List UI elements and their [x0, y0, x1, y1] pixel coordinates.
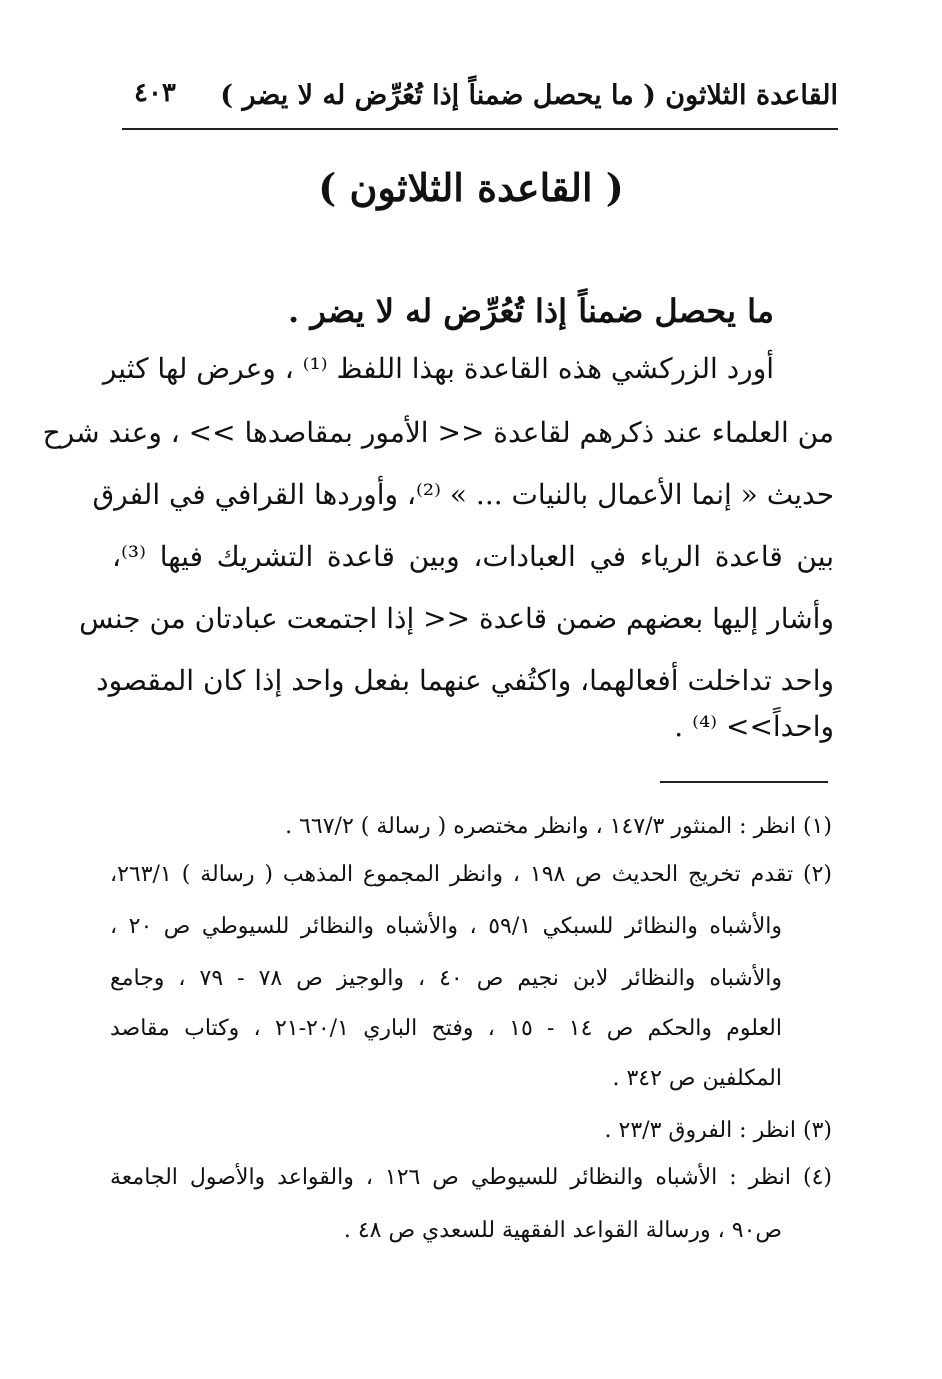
rule-heading: ( القاعدة الثلاثون ) [318, 165, 624, 210]
footnote-line: العلوم والحكم ص ١٤ - ١٥ ، وفتح الباري ٢٠/١-٢١ ، وكتاب مقاصد [110, 1016, 782, 1041]
body-line: واحد تداخلت أفعالهما، واكتُفي عنهما بفعل واحد إذا كان المقصود [96, 664, 834, 697]
footnote-line: والأشباه والنظائر للسبكي ٥٩/١ ، والأشباه والنظائر للسيوطي ص ٢٠ ، [110, 914, 783, 939]
body-line: من العلماء عند ذكرهم لقاعدة << الأمور بمقاصدها >> ، وعند شرح [42, 416, 834, 449]
footnote-line: ص٩٠ ، ورسالة القواعد الفقهية للسعدي ص ٤٨ . [343, 1218, 782, 1243]
body-line: واحداً>> ⁽⁴⁾ . [674, 710, 834, 743]
running-title: القاعدة الثلاثون ( ما يحصل ضمناً إذا تُعُرِّض له لا يضر ) [220, 80, 838, 111]
rule-statement: ما يحصل ضمناً إذا تُعُرِّض له لا يضر . [288, 292, 774, 330]
body-line: بين قاعدة الرياء في العبادات، وبين قاعدة التشريك فيها ⁽³⁾، [112, 540, 834, 573]
footnote-line: (٣) انظر : الفروق ٢٣/٣ . [604, 1118, 832, 1143]
footnote-line: (٤) انظر : الأشباه والنظائر للسيوطي ص ١٢٦ ، والقواعد والأصول الجامعة [110, 1165, 832, 1190]
footnote-line: (١) انظر : المنثور ١٤٧/٣ ، وانظر مختصره ( رسالة ) ٦٦٧/٢ . [285, 814, 832, 839]
footnote-line: (٢) تقدم تخريج الحديث ص ١٩٨ ، وانظر المجموع المذهب ( رسالة ) ٢٦٣/١، [110, 862, 832, 887]
body-line: أورد الزركشي هذه القاعدة بهذا اللفظ ⁽¹⁾ ، وعرض لها كثير [102, 352, 774, 385]
page-number: ٤٠٣ [134, 78, 176, 108]
body-line: وأشار إليها بعضهم ضمن قاعدة << إذا اجتمعت عبادتان من جنس [79, 602, 834, 635]
footnote-line: المكلفين ص ٣٤٢ . [612, 1066, 782, 1091]
body-line: حديث « إنما الأعمال بالنيات ... » ⁽²⁾، وأوردها القرافي في الفرق [92, 478, 834, 511]
footnote-separator [660, 781, 828, 783]
page-header [122, 70, 838, 130]
footnote-line: والأشباه والنظائر لابن نجيم ص ٤٠ ، والوجيز ص ٧٨ - ٧٩ ، وجامع [110, 966, 783, 991]
